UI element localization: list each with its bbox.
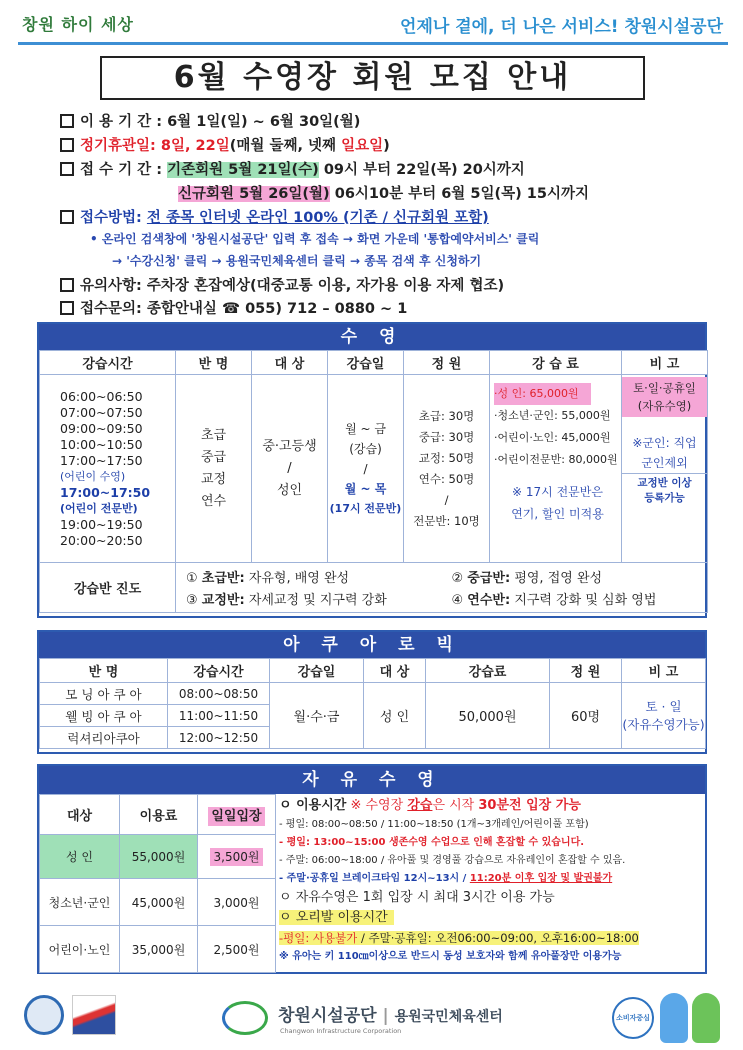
mascot-icon bbox=[660, 993, 688, 1043]
class: 교정 bbox=[200, 471, 227, 487]
aqua-capacity: 60명 bbox=[550, 683, 622, 749]
footer-org: 창원시설공단 | 용원국민체육센터 bbox=[278, 1006, 503, 1026]
new-rest: 06시10분 부터 6월 5일(목) 15시까지 bbox=[334, 186, 589, 202]
existing-highlight: 기존회원 5월 21일(수) bbox=[167, 162, 319, 178]
checkbox-icon bbox=[60, 162, 74, 176]
value: 전 종목 인터넷 온라인 100% (기존 / 신규회원 포함) bbox=[146, 210, 489, 226]
desc: 평영, 접영 완성 bbox=[514, 571, 603, 586]
fee-target: 어린이·노인 bbox=[40, 926, 120, 973]
time: 07:00~07:50 bbox=[60, 404, 143, 420]
checkbox-icon bbox=[60, 210, 74, 224]
time: 17:00~17:50 bbox=[60, 452, 143, 468]
value: 주차장 혼잡예상(대중교통 이용, 자가용 이용 자제 협조) bbox=[146, 278, 505, 294]
time: 20:00~20:50 bbox=[60, 532, 143, 548]
hours-line: - 평일: 08:00~08:50 / 11:00~18:50 (1개~3개레인/어린이풀 포함) bbox=[279, 819, 589, 830]
entry-limit: 11:20분 이후 입장 및 발권불가 bbox=[469, 873, 613, 884]
header-cell: 반 명 bbox=[40, 659, 168, 683]
num: ④ bbox=[451, 593, 464, 608]
num: ③ bbox=[186, 593, 198, 608]
method-note-1: • 온라인 검색창에 '창원시설공단' 입력 후 접속 → 화면 가운데 '통합예약서비스' 클릭 bbox=[90, 232, 540, 246]
time: 17:00~17:50 bbox=[60, 484, 151, 500]
time: 09:00~09:50 bbox=[60, 420, 143, 436]
header-cell: 강습시간 bbox=[40, 351, 176, 375]
header-cell: 비 고 bbox=[622, 351, 708, 375]
time-note: (어린이 수영) bbox=[60, 469, 126, 483]
break-time: - 주말·공휴일 브레이크타임 12시~13시 / bbox=[279, 873, 467, 884]
num: ② bbox=[451, 571, 464, 586]
fins-label: ㅇ 오리발 이용시간 bbox=[279, 910, 394, 925]
label: 접수문의: bbox=[80, 301, 142, 317]
class-time: 08:00~08:50 bbox=[168, 683, 270, 705]
swim-section bbox=[37, 322, 707, 618]
value: 6월 1일(일) ~ 6월 30일(월) bbox=[167, 114, 361, 130]
fee-monthly: 55,000원 bbox=[120, 835, 198, 879]
progress-item bbox=[176, 566, 442, 588]
fee: ·어린이전문반: 80,000원 bbox=[494, 453, 618, 466]
class-name: 럭셔리아쿠아 bbox=[40, 727, 168, 749]
remark-highlight bbox=[622, 377, 707, 417]
progress-item bbox=[442, 566, 708, 588]
hours-line: - 평일: 13:00~15:00 생존수영 수업으로 인해 혼잡할 수 있습니다. bbox=[279, 837, 585, 848]
target: / bbox=[287, 460, 292, 476]
capacity: 전문반: 10명 bbox=[413, 513, 480, 528]
header-cell: 강 습 료 bbox=[490, 351, 622, 375]
day: (17시 전문반) bbox=[329, 501, 402, 515]
days-cell bbox=[328, 375, 404, 563]
capacity: 중급: 30명 bbox=[418, 429, 475, 444]
day: (강습) bbox=[349, 441, 382, 456]
value: 8일, 22일 bbox=[160, 138, 230, 154]
certification-icon bbox=[72, 995, 116, 1035]
name: 중급반: bbox=[467, 571, 511, 586]
header-cell: 대 상 bbox=[364, 659, 426, 683]
info-reception-new bbox=[178, 182, 589, 203]
class-time: 12:00~12:50 bbox=[168, 727, 270, 749]
free-hours-info bbox=[279, 796, 705, 966]
paren: ) bbox=[383, 138, 390, 154]
fee-target: 성 인 bbox=[40, 835, 120, 879]
name: 교정반: bbox=[201, 593, 245, 608]
label: 접수방법: bbox=[80, 210, 142, 226]
fins-line bbox=[279, 928, 705, 948]
center-name: 용원국민체육센터 bbox=[394, 1009, 503, 1025]
fee-monthly: 45,000원 bbox=[120, 879, 198, 926]
label: 유의사항: bbox=[80, 278, 142, 294]
time-note: (어린이 전문반) bbox=[60, 501, 138, 515]
consumer-badge: 소비자중심 bbox=[612, 997, 654, 1039]
header-cell: 강습일 bbox=[270, 659, 364, 683]
progress-cell bbox=[176, 563, 708, 613]
label: 정기휴관일: bbox=[80, 138, 156, 154]
header-cell: 강습시간 bbox=[168, 659, 270, 683]
fee-note: ※ 17시 전문반은 bbox=[512, 485, 603, 499]
remark: ※군인: 직업 bbox=[632, 436, 697, 450]
remark: 토·일·공휴일 bbox=[633, 381, 696, 395]
fees-cell bbox=[490, 375, 622, 563]
classes-cell bbox=[176, 375, 252, 563]
progress-item bbox=[176, 588, 442, 610]
remark: 등록가능 bbox=[644, 492, 685, 504]
remark: 교정반 이상 bbox=[637, 477, 692, 489]
value: 종합안내실 ☎ 055) 712 – 0880 ~ 1 bbox=[146, 301, 408, 317]
header-cell: 대상 bbox=[40, 795, 120, 835]
class-name: 웰 빙 아 쿠 아 bbox=[40, 705, 168, 727]
day: 월 ~ 목 bbox=[344, 481, 387, 496]
class-time: 11:00~11:50 bbox=[168, 705, 270, 727]
desc: 자세교정 및 지구력 강화 bbox=[248, 593, 387, 608]
header-cell: 비 고 bbox=[622, 659, 706, 683]
note: ※ 수영장 bbox=[350, 798, 404, 813]
capacity: 교정: 50명 bbox=[418, 450, 475, 465]
section-title: 아 쿠 아 로 빅 bbox=[39, 632, 705, 658]
label: ㅇ 이용시간 bbox=[279, 798, 347, 813]
toddler-note: ※ 유아는 키 110㎝이상으로 반드시 동성 보호자와 함께 유아풀장만 이용가능 bbox=[279, 951, 622, 962]
desc: 지구력 강화 및 심화 영법 bbox=[514, 593, 657, 608]
free-fee-table-wrap bbox=[39, 794, 275, 972]
info-method bbox=[60, 206, 489, 227]
remarks-cell bbox=[622, 375, 708, 563]
class: 연수 bbox=[200, 493, 227, 509]
header-cell bbox=[198, 795, 276, 835]
section-title: 자 유 수 영 bbox=[39, 766, 705, 794]
hours-line bbox=[279, 870, 705, 888]
note: (매월 둘째, 넷째 bbox=[229, 138, 337, 154]
label: 접 수 기 간 : bbox=[80, 162, 163, 178]
org-name: 창원시설공단 bbox=[278, 1006, 377, 1026]
new-highlight: 신규회원 5월 26일(월) bbox=[178, 186, 330, 202]
time: 06:00~06:50 bbox=[60, 388, 143, 404]
header-label: 일일입장 bbox=[208, 807, 264, 826]
info-period bbox=[60, 110, 360, 131]
header-cell: 대 상 bbox=[252, 351, 328, 375]
header-cell: 이용료 bbox=[120, 795, 198, 835]
fee-target: 청소년·군인 bbox=[40, 879, 120, 926]
remark: (자유수영) bbox=[637, 399, 692, 413]
info-contact bbox=[60, 297, 407, 318]
mascot-icon bbox=[692, 993, 720, 1043]
checkbox-icon bbox=[60, 301, 74, 315]
emblem-icon bbox=[24, 995, 64, 1035]
capacity: 연수: 50명 bbox=[418, 471, 475, 486]
city-logo: 창원 하이 세상 bbox=[22, 15, 134, 34]
corp-logo-icon bbox=[222, 1001, 268, 1035]
footer bbox=[0, 985, 743, 1050]
target-cell bbox=[252, 375, 328, 563]
desc: 자유형, 배영 완성 bbox=[248, 571, 350, 586]
weekday: -평일: 사용불가 bbox=[279, 931, 358, 945]
existing-rest: 09시 부터 22일(목) 20시까지 bbox=[323, 162, 525, 178]
time: 10:00~10:50 bbox=[60, 436, 143, 452]
capacity: / bbox=[444, 492, 449, 507]
capacity: 초급: 30명 bbox=[418, 408, 475, 423]
name: 연수반: bbox=[467, 593, 511, 608]
fee: ·성 인: 65,000원 bbox=[494, 383, 591, 405]
class: 중급 bbox=[200, 449, 227, 465]
checkbox-icon bbox=[60, 114, 74, 128]
aqua-days: 월·수·금 bbox=[270, 683, 364, 749]
fee-daily: 3,000원 bbox=[198, 879, 276, 926]
fee-daily bbox=[198, 835, 276, 879]
info-closed bbox=[60, 134, 390, 155]
day: 월 ~ 금 bbox=[345, 421, 386, 436]
hours-title bbox=[279, 796, 705, 816]
info-caution bbox=[60, 274, 504, 295]
fee: ·청소년·군인: 55,000원 bbox=[494, 409, 611, 422]
fee: ·어린이·노인: 45,000원 bbox=[494, 431, 611, 444]
checkbox-icon bbox=[60, 278, 74, 292]
remark: (자유수영가능) bbox=[622, 716, 705, 732]
header-cell: 강습일 bbox=[328, 351, 404, 375]
free-fee-table bbox=[39, 794, 276, 973]
page-title: 6월 수영장 회원 모집 안내 bbox=[100, 56, 645, 100]
times-cell bbox=[40, 375, 176, 563]
aqua-table bbox=[39, 658, 706, 749]
fins-title bbox=[279, 908, 705, 928]
progress-item bbox=[442, 588, 708, 610]
checkbox-icon bbox=[60, 138, 74, 152]
slogan: 언제나 곁에, 더 나은 서비스! 창원시설공단 bbox=[400, 17, 723, 37]
hours-line: ㅇ 자유수영은 1회 입장 시 최대 3시간 이용 가능 bbox=[279, 890, 555, 905]
progress-label: 강습반 진도 bbox=[40, 563, 176, 613]
fee-note: 연기, 할인 미적용 bbox=[511, 507, 604, 521]
name: 초급반: bbox=[201, 571, 245, 586]
section-title: 수 영 bbox=[39, 324, 705, 350]
swim-table bbox=[39, 350, 708, 613]
header-cell: 정 원 bbox=[404, 351, 490, 375]
org-english: Changwon Infrastructure Corporation bbox=[280, 1027, 402, 1035]
day: / bbox=[363, 461, 368, 476]
info-reception bbox=[60, 158, 525, 179]
note: 30분전 입장 가능 bbox=[478, 798, 581, 813]
num: ① bbox=[186, 571, 198, 586]
aqua-remark bbox=[622, 683, 706, 749]
header-divider bbox=[18, 42, 728, 45]
header bbox=[0, 0, 743, 50]
note: 강습 bbox=[407, 798, 433, 813]
header-cell: 강습료 bbox=[426, 659, 550, 683]
method-note-2: → '수강신청' 클릭 → 용원국민체육센터 클릭 → 종목 검색 후 신청하기 bbox=[112, 254, 482, 268]
header-cell: 반 명 bbox=[176, 351, 252, 375]
day: 일요일 bbox=[341, 138, 384, 154]
free-swim-section bbox=[37, 764, 707, 974]
aqua-target: 성 인 bbox=[364, 683, 426, 749]
note: 은 시작 bbox=[432, 798, 475, 813]
target: 성인 bbox=[276, 482, 303, 498]
class: 초급 bbox=[200, 427, 227, 443]
time: 19:00~19:50 bbox=[60, 516, 143, 532]
weekend: / 주말·공휴일: 오전06:00~09:00, 오후16:00~18:00 bbox=[357, 931, 639, 945]
hours-line: - 주말: 06:00~18:00 / 유아풀 및 경영풀 강습으로 자유레인이 혼잡할 수 있음. bbox=[279, 855, 626, 866]
remark: 군인제외 bbox=[622, 453, 707, 474]
header-cell: 정 원 bbox=[550, 659, 622, 683]
class-name: 모 닝 아 쿠 아 bbox=[40, 683, 168, 705]
fee-monthly: 35,000원 bbox=[120, 926, 198, 973]
aqua-fee: 50,000원 bbox=[426, 683, 550, 749]
capacity-cell bbox=[404, 375, 490, 563]
fee-daily: 2,500원 bbox=[198, 926, 276, 973]
target: 중·고등생 bbox=[262, 438, 317, 454]
remark: 토 · 일 bbox=[645, 698, 682, 714]
fee-value: 3,500원 bbox=[210, 848, 264, 866]
aqua-section bbox=[37, 630, 707, 754]
label: 이 용 기 간 : bbox=[80, 114, 163, 130]
